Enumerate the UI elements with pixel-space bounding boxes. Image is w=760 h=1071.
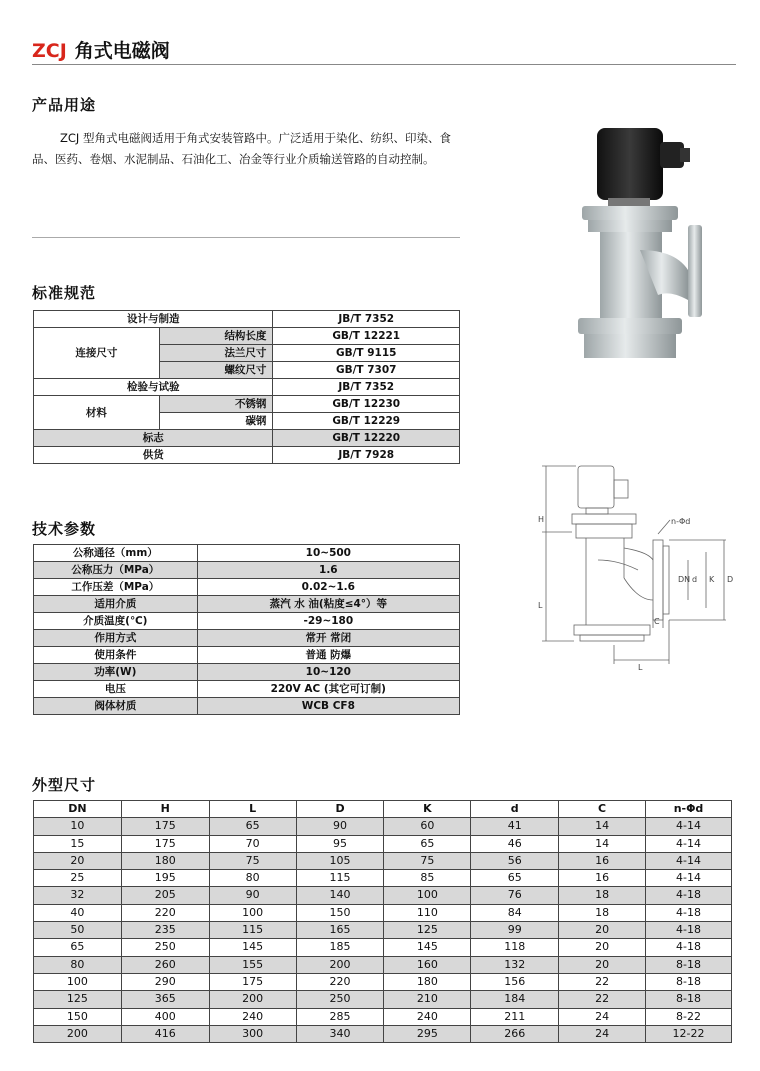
table-cell: 14: [559, 835, 646, 852]
table-cell: 125: [384, 922, 471, 939]
table-row: [34, 396, 460, 413]
label-dn: DN: [678, 575, 691, 584]
table-cell: 220: [296, 973, 384, 990]
table-row: [34, 956, 732, 973]
label-l-horizontal: L: [638, 663, 643, 670]
table-cell: 32: [34, 887, 122, 904]
std-sub-label: 螺纹尺寸: [159, 362, 273, 379]
std-label: 检验与试验: [34, 379, 273, 396]
table-cell: 105: [296, 852, 384, 869]
table-cell: 150: [34, 1008, 122, 1025]
table-cell: 180: [384, 973, 471, 990]
dimensions-heading: 外型尺寸: [32, 776, 97, 794]
tech-value: 常开 常闭: [197, 630, 459, 647]
tech-label: 阀体材质: [34, 698, 198, 715]
tech-value: 0.02~1.6: [197, 579, 459, 596]
table-cell: 16: [559, 870, 646, 887]
table-cell: 16: [559, 852, 646, 869]
tech-label: 作用方式: [34, 630, 198, 647]
std-value: GB/T 12229: [273, 413, 460, 430]
table-cell: 156: [471, 973, 559, 990]
table-cell: 300: [209, 1025, 296, 1042]
table-cell: 8-22: [646, 1008, 732, 1025]
table-cell: 4-18: [646, 887, 732, 904]
label-h: H: [538, 515, 545, 524]
table-row: [34, 904, 732, 921]
table-cell: 65: [209, 818, 296, 835]
table-cell: 25: [34, 870, 122, 887]
std-group-label: 材料: [34, 396, 160, 430]
table-cell: 24: [559, 1025, 646, 1042]
table-cell: 18: [559, 887, 646, 904]
table-cell: 14: [559, 818, 646, 835]
std-value: GB/T 9115: [273, 345, 460, 362]
dimension-drawing: [528, 460, 748, 670]
section-divider: [32, 237, 460, 238]
table-cell: 180: [121, 852, 209, 869]
tech-label: 功率(W): [34, 664, 198, 681]
std-value: GB/T 12220: [273, 430, 460, 447]
table-row: [34, 1025, 732, 1042]
page-title: [32, 36, 170, 63]
table-row: [34, 818, 732, 835]
table-cell: 90: [209, 887, 296, 904]
table-cell: 140: [296, 887, 384, 904]
table-cell: 4-18: [646, 939, 732, 956]
table-cell: 56: [471, 852, 559, 869]
table-row: [34, 939, 732, 956]
table-row: [34, 991, 732, 1008]
label-c: C: [654, 617, 660, 626]
table-row: [34, 430, 460, 447]
table-cell: 100: [384, 887, 471, 904]
table-cell: 240: [209, 1008, 296, 1025]
label-n-phi-d: n-Φd: [671, 517, 691, 526]
tech-table: [33, 544, 460, 715]
table-row: [34, 835, 732, 852]
table-row: [34, 1008, 732, 1025]
table-cell: 185: [296, 939, 384, 956]
table-row: [34, 596, 460, 613]
table-row: [34, 664, 460, 681]
table-cell: 40: [34, 904, 122, 921]
table-cell: 4-14: [646, 835, 732, 852]
table-row: [34, 852, 732, 869]
table-cell: 266: [471, 1025, 559, 1042]
table-cell: 90: [296, 818, 384, 835]
tech-value: 220V AC (其它可订制): [197, 681, 459, 698]
table-cell: 132: [471, 956, 559, 973]
table-cell: 260: [121, 956, 209, 973]
table-cell: 4-14: [646, 818, 732, 835]
table-cell: 250: [296, 991, 384, 1008]
table-cell: 145: [209, 939, 296, 956]
table-cell: 285: [296, 1008, 384, 1025]
tech-heading: 技术参数: [32, 520, 97, 538]
std-sub-label: 法兰尺寸: [159, 345, 273, 362]
tech-label: 电压: [34, 681, 198, 698]
product-code: ZCJ: [32, 40, 67, 62]
table-cell: 80: [34, 956, 122, 973]
table-cell: 8-18: [646, 991, 732, 1008]
table-cell: 295: [384, 1025, 471, 1042]
table-cell: 22: [559, 991, 646, 1008]
table-cell: 175: [121, 835, 209, 852]
table-cell: 200: [209, 991, 296, 1008]
table-cell: 85: [384, 870, 471, 887]
table-row: [34, 922, 732, 939]
table-cell: 400: [121, 1008, 209, 1025]
tech-label: 使用条件: [34, 647, 198, 664]
label-d-small: d: [692, 575, 698, 584]
tech-value: 1.6: [197, 562, 459, 579]
table-row: [34, 647, 460, 664]
table-cell: 4-18: [646, 904, 732, 921]
tech-label: 工作压差（MPa）: [34, 579, 198, 596]
table-cell: 76: [471, 887, 559, 904]
table-cell: 75: [384, 852, 471, 869]
table-cell: 150: [296, 904, 384, 921]
table-cell: 24: [559, 1008, 646, 1025]
table-row: [34, 311, 460, 328]
std-sub-label: 结构长度: [159, 328, 273, 345]
tech-value: 蒸汽 水 油(粘度≤4°）等: [197, 596, 459, 613]
table-cell: 118: [471, 939, 559, 956]
standards-heading: 标准规范: [32, 284, 97, 302]
label-d-large: D: [727, 575, 734, 584]
label-l-vertical: L: [538, 601, 543, 610]
std-sub-label: 碳钢: [159, 413, 273, 430]
table-cell: 250: [121, 939, 209, 956]
table-cell: 200: [296, 956, 384, 973]
table-row: [34, 562, 460, 579]
table-cell: 365: [121, 991, 209, 1008]
table-row: [34, 579, 460, 596]
table-cell: 155: [209, 956, 296, 973]
table-cell: 235: [121, 922, 209, 939]
product-name: 角式电磁阀: [74, 40, 170, 62]
table-cell: 340: [296, 1025, 384, 1042]
table-cell: 210: [384, 991, 471, 1008]
tech-value: WCB CF8: [197, 698, 459, 715]
table-cell: 205: [121, 887, 209, 904]
std-value: GB/T 7307: [273, 362, 460, 379]
table-cell: 70: [209, 835, 296, 852]
column-header: H: [121, 801, 209, 818]
table-cell: 8-18: [646, 973, 732, 990]
table-row: [34, 328, 460, 345]
table-cell: 175: [209, 973, 296, 990]
column-header: d: [471, 801, 559, 818]
table-cell: 18: [559, 904, 646, 921]
table-cell: 416: [121, 1025, 209, 1042]
table-cell: 240: [384, 1008, 471, 1025]
table-cell: 50: [34, 922, 122, 939]
table-row: [34, 698, 460, 715]
table-cell: 115: [209, 922, 296, 939]
table-cell: 4-14: [646, 852, 732, 869]
table-row: [34, 681, 460, 698]
table-cell: 20: [559, 922, 646, 939]
table-cell: 200: [34, 1025, 122, 1042]
table-cell: 20: [559, 939, 646, 956]
table-cell: 65: [34, 939, 122, 956]
column-header: n-Φd: [646, 801, 732, 818]
table-cell: 60: [384, 818, 471, 835]
std-label: 标志: [34, 430, 273, 447]
tech-value: 10~500: [197, 545, 459, 562]
column-header: D: [296, 801, 384, 818]
usage-heading: 产品用途: [32, 96, 97, 114]
table-cell: 145: [384, 939, 471, 956]
tech-value: 普通 防爆: [197, 647, 459, 664]
table-cell: 184: [471, 991, 559, 1008]
standards-table: [33, 310, 460, 464]
table-cell: 80: [209, 870, 296, 887]
table-cell: 65: [471, 870, 559, 887]
table-row: [34, 545, 460, 562]
tech-value: 10~120: [197, 664, 459, 681]
table-cell: 65: [384, 835, 471, 852]
header-divider: [32, 64, 736, 65]
column-header: DN: [34, 801, 122, 818]
table-row: [34, 447, 460, 464]
tech-label: 公称压力（MPa）: [34, 562, 198, 579]
table-cell: 95: [296, 835, 384, 852]
table-row: [34, 630, 460, 647]
table-cell: 290: [121, 973, 209, 990]
table-cell: 4-18: [646, 922, 732, 939]
std-value: JB/T 7928: [273, 447, 460, 464]
tech-label: 适用介质: [34, 596, 198, 613]
table-cell: 165: [296, 922, 384, 939]
std-label: 供货: [34, 447, 273, 464]
table-cell: 15: [34, 835, 122, 852]
table-cell: 110: [384, 904, 471, 921]
table-cell: 100: [209, 904, 296, 921]
table-cell: 8-18: [646, 956, 732, 973]
table-cell: 100: [34, 973, 122, 990]
dimensions-table: [33, 800, 732, 1043]
tech-label: 介质温度(℃): [34, 613, 198, 630]
table-row: [34, 613, 460, 630]
table-row: [34, 887, 732, 904]
table-cell: 211: [471, 1008, 559, 1025]
valve-photo: [570, 120, 720, 370]
table-cell: 84: [471, 904, 559, 921]
column-header: C: [559, 801, 646, 818]
table-row: [34, 870, 732, 887]
std-group-label: 连接尺寸: [34, 328, 160, 379]
table-row: [34, 379, 460, 396]
table-header-row: [34, 801, 732, 818]
column-header: L: [209, 801, 296, 818]
std-sub-label: 不锈钢: [159, 396, 273, 413]
table-cell: 175: [121, 818, 209, 835]
table-cell: 46: [471, 835, 559, 852]
table-row: [34, 973, 732, 990]
table-cell: 220: [121, 904, 209, 921]
table-cell: 20: [559, 956, 646, 973]
usage-text: ZCJ 型角式电磁阀适用于角式安装管路中。广泛适用于染化、纺织、印染、食品、医药、卷烟、水泥制品、石油化工、冶金等行业介质输送管路的自动控制。: [32, 131, 451, 166]
table-cell: 99: [471, 922, 559, 939]
table-cell: 160: [384, 956, 471, 973]
std-label: 设计与制造: [34, 311, 273, 328]
table-cell: 20: [34, 852, 122, 869]
table-cell: 4-14: [646, 870, 732, 887]
tech-label: 公称通径（mm）: [34, 545, 198, 562]
table-cell: 115: [296, 870, 384, 887]
table-cell: 10: [34, 818, 122, 835]
label-k: K: [709, 575, 715, 584]
table-cell: 195: [121, 870, 209, 887]
std-value: GB/T 12221: [273, 328, 460, 345]
column-header: K: [384, 801, 471, 818]
table-cell: 75: [209, 852, 296, 869]
table-cell: 12-22: [646, 1025, 732, 1042]
tech-value: -29~180: [197, 613, 459, 630]
std-value: JB/T 7352: [273, 379, 460, 396]
table-cell: 125: [34, 991, 122, 1008]
std-value: JB/T 7352: [273, 311, 460, 328]
std-value: GB/T 12230: [273, 396, 460, 413]
table-cell: 22: [559, 973, 646, 990]
table-cell: 41: [471, 818, 559, 835]
